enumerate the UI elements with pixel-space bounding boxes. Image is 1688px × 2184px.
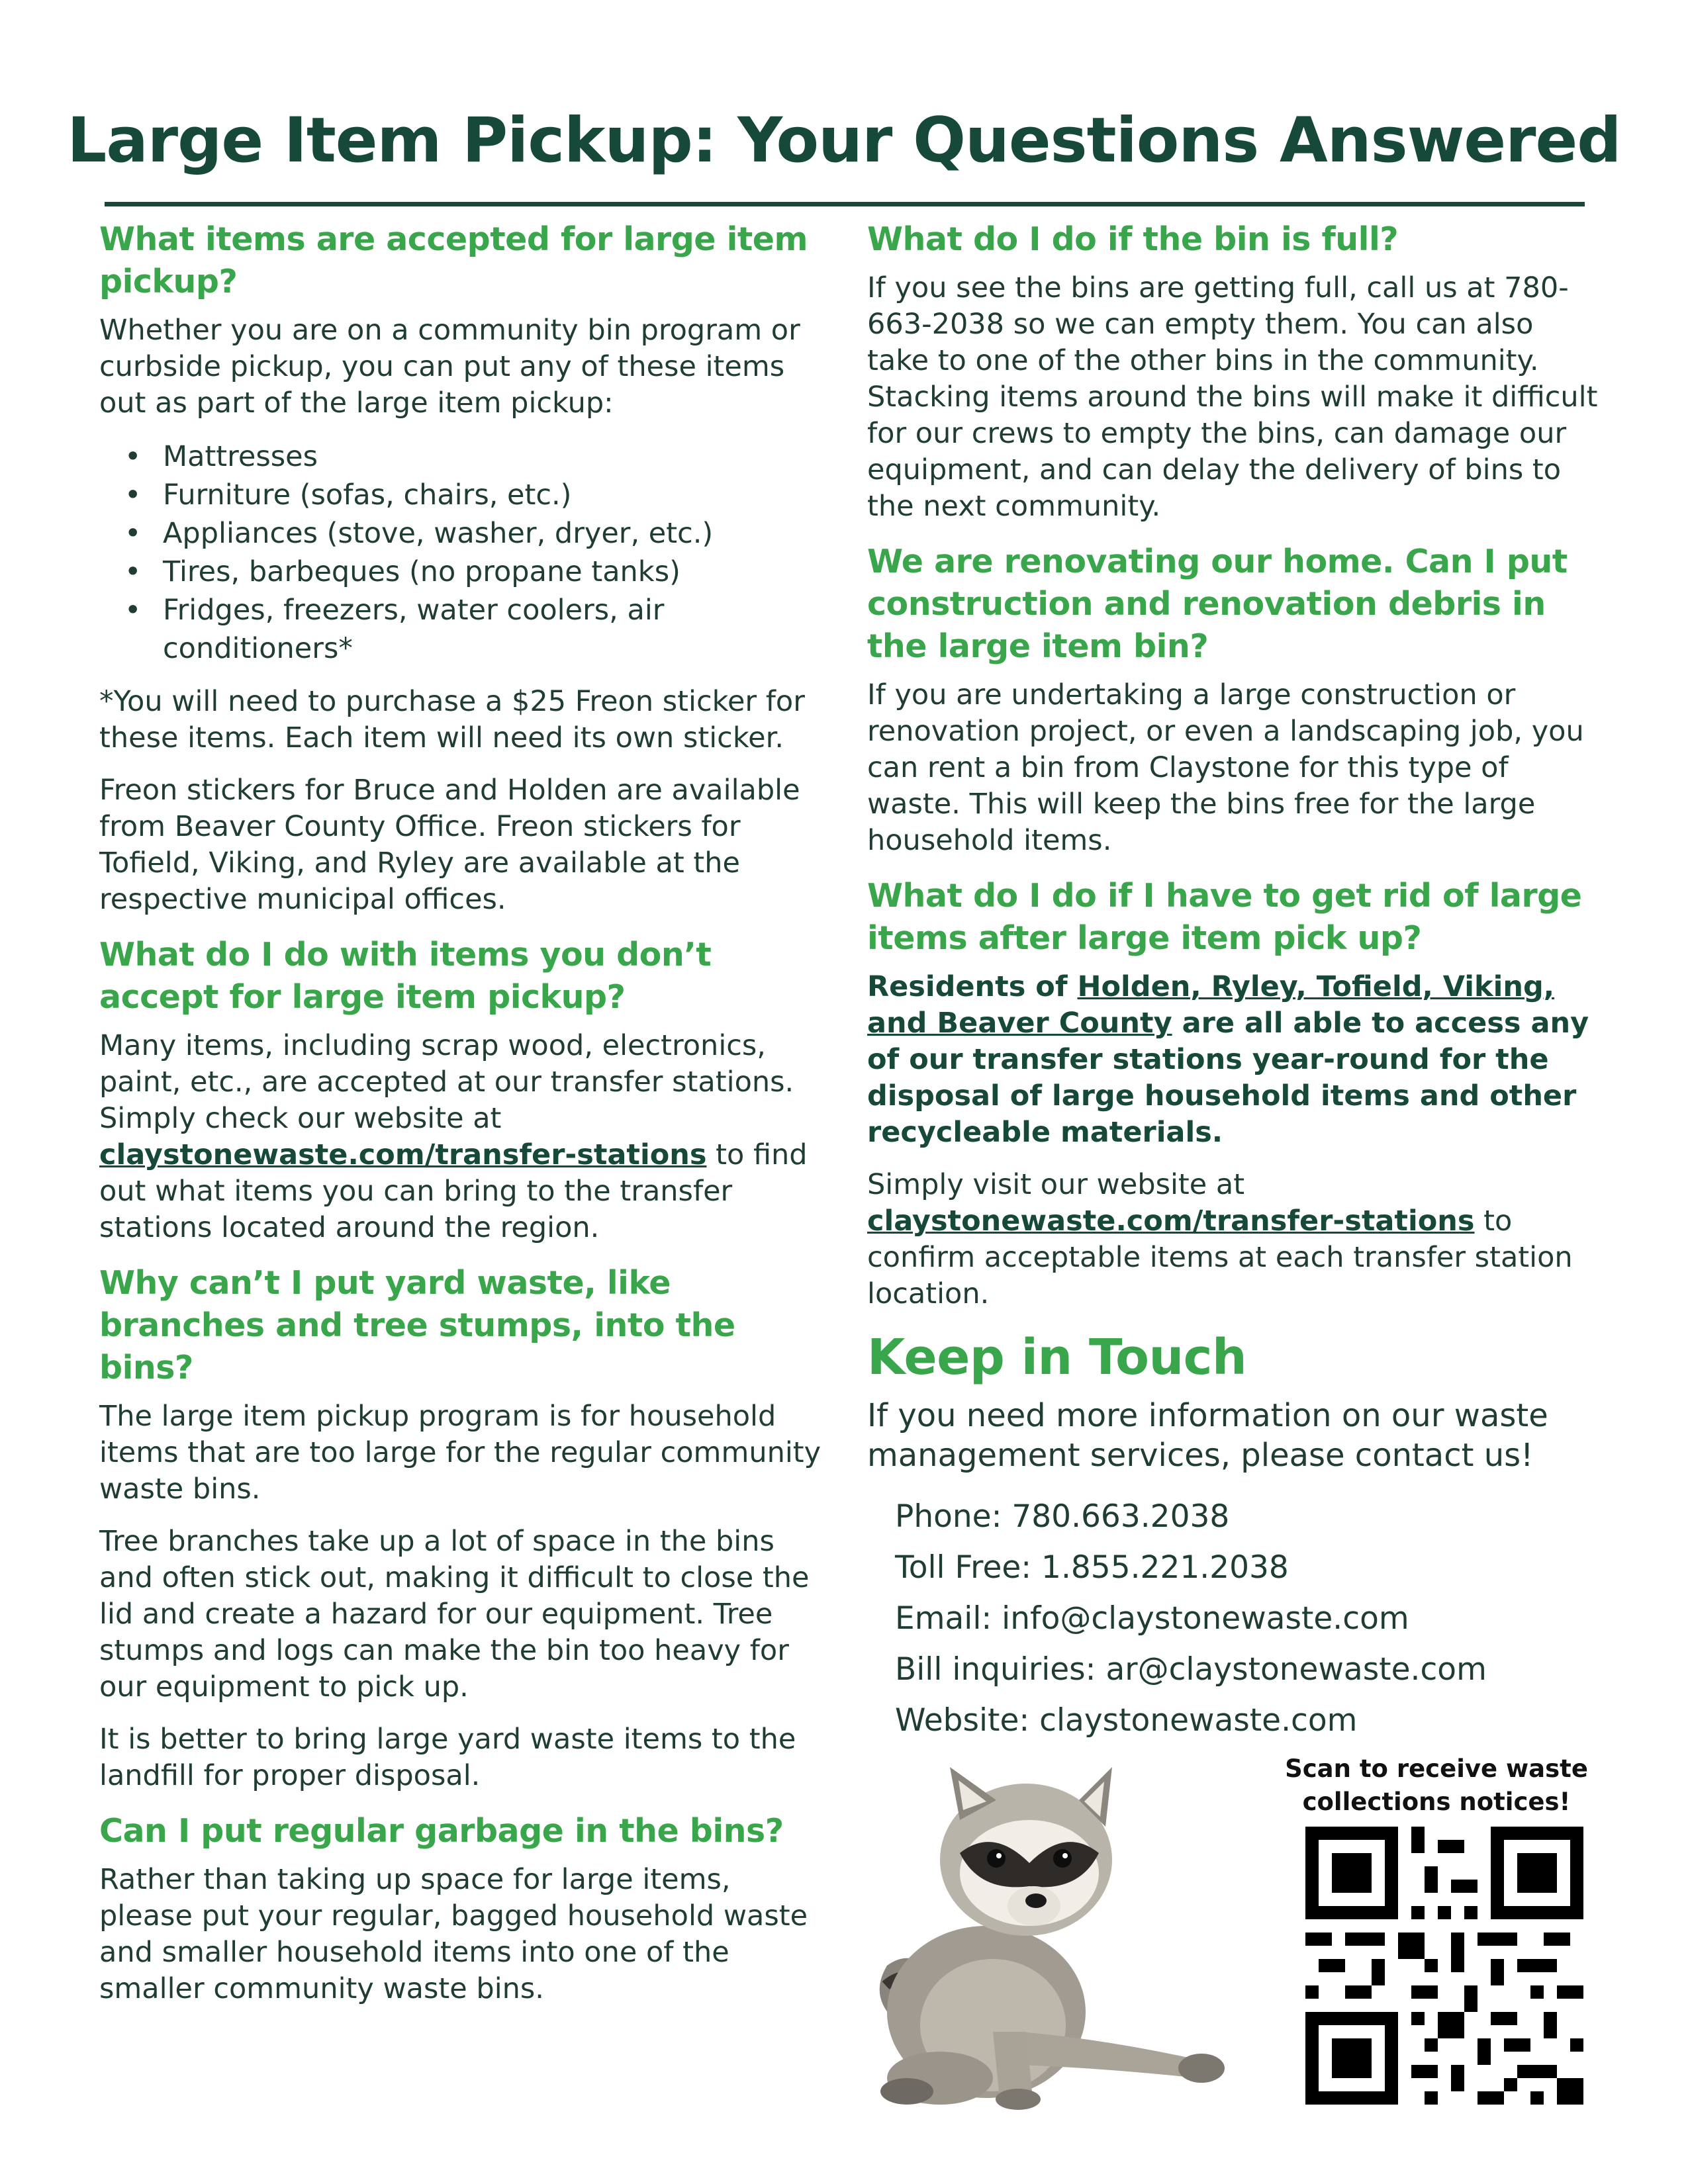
contact-list bbox=[867, 1491, 1602, 1746]
section-yard-waste bbox=[99, 1262, 824, 1794]
section-bin-full bbox=[867, 218, 1602, 525]
accepted-items-list bbox=[99, 437, 824, 668]
yard-waste-p2: Tree branches take up a lot of space in the bins and often stick out, making it difficult to close the lid and create a hazard for our equipment. Tree stumps and logs can make the bin too heavy for our equipment to pick up. bbox=[99, 1525, 810, 1704]
yard-waste-p1: The large item pickup program is for household items that are too large for the regular community waste bins. bbox=[99, 1400, 821, 1506]
raccoon-image bbox=[861, 1747, 1284, 2118]
list-item: • Furniture (sofas, chairs, etc.) bbox=[124, 476, 824, 514]
section-renovation bbox=[867, 541, 1602, 859]
freon-availability: Freon stickers for Bruce and Holden are available from Beaver County Office. Freon stickers for Tofield, Viking, and Ryley are available at the respective municipal offices. bbox=[99, 774, 800, 916]
heading-renovation: We are renovating our home. Can I put construction and renovation debris in the large item bin? bbox=[867, 543, 1568, 665]
section-accepted-items bbox=[99, 218, 824, 918]
left-column bbox=[99, 218, 824, 2023]
page-title: Large Item Pickup: Your Questions Answered bbox=[67, 105, 1621, 177]
bullet-icon: • bbox=[124, 517, 142, 550]
heading-accepted-items: What items are accepted for large item pickup? bbox=[99, 220, 808, 300]
renovation-text: If you are undertaking a large construction or renovation project, or even a landscaping job, you can rent a bin from Claystone for this type of waste. This will keep the bins free for the large household items. bbox=[867, 678, 1584, 857]
contact-website: Website: claystonewaste.com bbox=[895, 1702, 1358, 1739]
bullet-icon: • bbox=[124, 440, 142, 473]
bin-full-text: If you see the bins are getting full, call us at 780-663-2038 so we can empty them. You can also take to one of the other bins in the community. Stacking items around the bins will make it difficult for our crews to empty the bins, can damage our equipment, and can delay the delivery of bins to the next community. bbox=[867, 271, 1598, 523]
heading-after-pickup: What do I do if I have to get rid of large items after large item pick up? bbox=[867, 877, 1582, 957]
list-item: • Appliances (stove, washer, dryer, etc.) bbox=[124, 514, 824, 553]
contact-bill-inquiries: Bill inquiries: ar@claystonewaste.com bbox=[895, 1651, 1487, 1688]
heading-bin-full: What do I do if the bin is full? bbox=[867, 220, 1399, 258]
heading-yard-waste: Why can’t I put yard waste, like branches and tree stumps, into the bins? bbox=[99, 1264, 735, 1387]
accepted-items-intro: Whether you are on a community bin program or curbside pickup, you can put any of these items out as part of the large item pickup: bbox=[99, 314, 800, 420]
transfer-stations-link[interactable]: claystonewaste.com/transfer-stations bbox=[867, 1205, 1475, 1238]
section-after-pickup bbox=[867, 875, 1602, 1312]
scan-caption: Scan to receive waste collections notices! bbox=[1285, 1754, 1588, 1816]
keep-in-touch-intro: If you need more information on our waste management services, please contact us! bbox=[867, 1397, 1548, 1474]
list-item: • Fridges, freezers, water coolers, air conditioners* bbox=[124, 591, 824, 668]
contact-email: Email: info@claystonewaste.com bbox=[895, 1600, 1409, 1637]
list-item: • Mattresses bbox=[124, 437, 824, 476]
freon-note: *You will need to purchase a $25 Freon sticker for these items. Each item will need its own sticker. bbox=[99, 685, 805, 754]
title-divider bbox=[105, 202, 1585, 206]
heading-not-accepted: What do I do with items you don’t accept for large item pickup? bbox=[99, 936, 712, 1016]
communities-link[interactable]: Holden, Ryley, Tofield, Viking, and Beaver County bbox=[867, 970, 1555, 1040]
list-item: • Tires, barbeques (no propane tanks) bbox=[124, 553, 824, 591]
visit-website-text: Simply visit our website at claystonewaste.com/transfer-stations to confirm acceptable items at each transfer station location. bbox=[867, 1168, 1573, 1310]
bullet-icon: • bbox=[124, 594, 142, 627]
contact-phone: Phone: 780.663.2038 bbox=[895, 1498, 1230, 1535]
right-column bbox=[867, 218, 1602, 1746]
section-not-accepted bbox=[99, 934, 824, 1246]
contact-toll-free: Toll Free: 1.855.221.2038 bbox=[895, 1549, 1289, 1586]
section-keep-in-touch bbox=[867, 1328, 1602, 1746]
not-accepted-text: Many items, including scrap wood, electronics, paint, etc., are accepted at our transfer stations. Simply check our website at claystonewaste.com/transfer-stations to find out what items you can bring to the transfer stations located around the region. bbox=[99, 1029, 808, 1244]
qr-code-icon[interactable] bbox=[1305, 1827, 1583, 2105]
yard-waste-p3: It is better to bring large yard waste items to the landfill for proper disposal. bbox=[99, 1723, 796, 1792]
regular-garbage-text: Rather than taking up space for large items, please put your regular, bagged household waste and smaller household items into one of the smaller community waste bins. bbox=[99, 1863, 808, 2005]
heading-regular-garbage: Can I put regular garbage in the bins? bbox=[99, 1812, 784, 1850]
heading-keep-in-touch: Keep in Touch bbox=[867, 1329, 1247, 1386]
section-regular-garbage bbox=[99, 1810, 824, 2007]
bullet-icon: • bbox=[124, 555, 142, 588]
transfer-stations-link[interactable]: claystonewaste.com/transfer-stations bbox=[99, 1138, 707, 1171]
residents-text: Residents of Holden, Ryley, Tofield, Viking, and Beaver County are all able to access any of our transfer stations year-round for the disposal of large household items and other recycleable materials. bbox=[867, 970, 1589, 1149]
bullet-icon: • bbox=[124, 478, 142, 512]
